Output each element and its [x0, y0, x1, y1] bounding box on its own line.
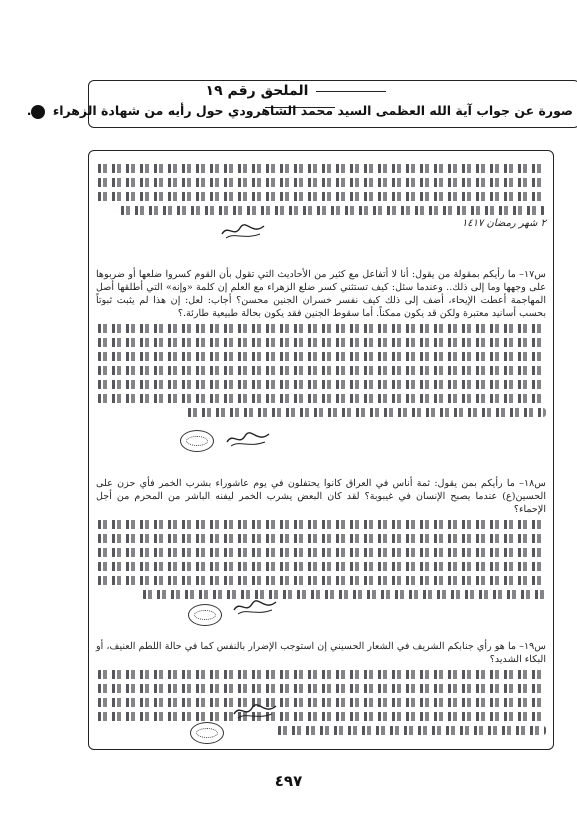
handwritten-line	[96, 532, 546, 544]
handwritten-line	[96, 710, 546, 722]
handwritten-line	[96, 518, 546, 530]
question-18-text: س١٨– ما رأيكم بمن يقول: ثمة أناس في العراق كانوا يحتفلون في يوم عاشوراء بشرب الخمر فأي حزن على الحسين(ع) عندما يصبح الإنسان في غيبوبة؟ لقد كان البعض يشرب الخمر ليفنه الباشر من المحرم من أجل الإحماء؟	[96, 478, 546, 515]
appendix-subtitle: صورة عن جواب آية الله العظمى السيد محمد الشاهرودي حول رأيه من شهادة الزهراء .	[26, 103, 573, 118]
handwritten-line	[96, 190, 546, 202]
appendix-title-text: الملحق رقم ١٩	[205, 83, 309, 99]
question-19-text: س١٩– ما هو رأي جنابكم الشريف في الشعار الحسيني إن استوجب الإضرار بالنفس كما في حالة اللطم العنيف، أو البكاء الشديد؟	[96, 641, 546, 665]
title-rule-left	[316, 91, 386, 92]
handwritten-line	[96, 724, 546, 736]
question-19-block	[96, 640, 546, 738]
handwritten-line	[96, 560, 546, 572]
signature-1	[220, 220, 266, 242]
signature-3	[232, 596, 278, 618]
handwritten-line	[96, 204, 546, 216]
handwritten-line	[96, 176, 546, 188]
question-17-text: س١٧– ما رأيكم بمقولة من يقول: أنا لا أتفاعل مع كثير من الأحاديث التي تقول بأن القوم كسروا ضلعها أو ضربوها على وجهها وما إلى ذلك.. وعندما سئل: كيف تستثني كسر ضلع الزهراء مع العلم إن كلمة «وإنه» التي أطلقها أصل المهاجمة أعطت الإيحاء، أضف إلى ذلك كيف نفسر خسران الجنين محسن؟ أجاب: لعل: إن هذا لم يثبت ثبوتاً بحسب أسانيد معتبرة ولكن قد يكون ممكناً. أما سقوط الجنين فقد يكون بحالة طبيعية طارئة.؟	[96, 269, 546, 319]
handwritten-line	[96, 378, 546, 390]
handwritten-line	[96, 588, 546, 600]
question-17-block	[96, 268, 546, 420]
handwritten-line	[96, 364, 546, 376]
signature-2	[225, 428, 271, 450]
handwritten-line	[96, 682, 546, 694]
handwritten-line	[96, 336, 546, 348]
seal-stamp-3	[190, 722, 224, 744]
handwritten-line	[96, 668, 546, 680]
page-number: ٤٩٧	[274, 772, 303, 790]
handwritten-line	[96, 546, 546, 558]
handwritten-line	[96, 696, 546, 708]
handwritten-line	[96, 406, 546, 418]
seal-stamp-2	[188, 604, 222, 626]
handwritten-line	[96, 392, 546, 404]
appendix-subtitle-text: صورة عن جواب آية الله العظمى السيد محمد الشاهرودي حول رأيه من شهادة الزهراء	[52, 103, 573, 118]
handwritten-line	[96, 162, 546, 174]
answer-16-block	[96, 160, 546, 229]
question-18-block	[96, 477, 546, 602]
handwritten-line	[96, 322, 546, 334]
signature-4	[232, 700, 278, 722]
seal-stamp-1	[180, 430, 214, 452]
handwritten-line	[96, 574, 546, 586]
salawat-seal-icon	[31, 105, 45, 119]
answer-date: ٢ شهر رمضان ١٤١٧	[461, 218, 546, 229]
handwritten-line	[96, 350, 546, 362]
